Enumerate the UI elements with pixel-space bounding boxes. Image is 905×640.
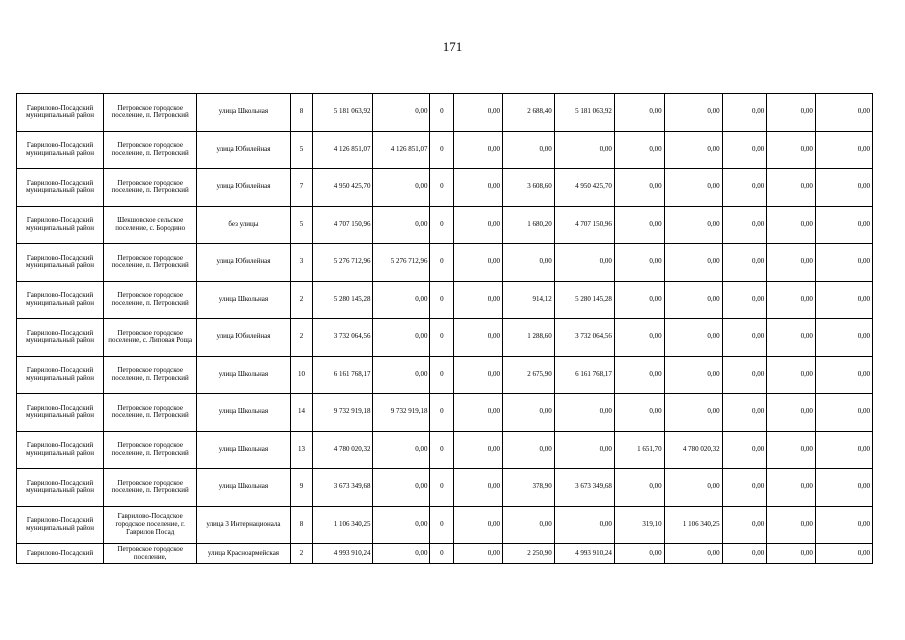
amount-cell: 0,00 xyxy=(722,169,767,207)
total-cost-cell: 9 732 919,18 xyxy=(313,394,373,432)
district-cell: Гаврилово-Посадский муниципальный район xyxy=(17,431,104,469)
total-cost-cell: 4 126 851,07 xyxy=(313,131,373,169)
area-cell: 2 688,40 xyxy=(502,94,554,132)
area-cell: 0,00 xyxy=(614,244,664,282)
area-cell: 0,00 xyxy=(502,244,554,282)
area-cell: 1 651,70 xyxy=(614,431,664,469)
amount-cell: 0,00 xyxy=(554,131,614,169)
total-cost-cell: 5 280 145,28 xyxy=(313,281,373,319)
settlement-cell: Шекшовское сельское поселение, с. Бородино xyxy=(104,206,197,244)
amount-cell: 0,00 xyxy=(767,206,816,244)
district-cell: Гаврилово-Посадский муниципальный район xyxy=(17,506,104,544)
amount-cell: 0,00 xyxy=(664,169,722,207)
count-cell: 0 xyxy=(430,94,454,132)
amount-cell: 0,00 xyxy=(373,319,430,357)
amount-cell: 0,00 xyxy=(454,506,503,544)
amount-cell: 4 993 910,24 xyxy=(554,544,614,564)
amount-cell: 0,00 xyxy=(767,131,816,169)
amount-cell: 0,00 xyxy=(454,206,503,244)
amount-cell: 0,00 xyxy=(373,544,430,564)
amount-cell: 0,00 xyxy=(815,281,872,319)
amount-cell: 0,00 xyxy=(373,356,430,394)
amount-cell: 5 280 145,28 xyxy=(554,281,614,319)
table-body xyxy=(17,94,873,564)
amount-cell: 0,00 xyxy=(664,469,722,507)
amount-cell: 4 126 851,07 xyxy=(373,131,430,169)
count-cell: 0 xyxy=(430,131,454,169)
amount-cell: 0,00 xyxy=(454,169,503,207)
street-cell: улица Юбилейная xyxy=(197,244,290,282)
amount-cell: 0,00 xyxy=(373,506,430,544)
area-cell: 914,12 xyxy=(502,281,554,319)
count-cell: 0 xyxy=(430,319,454,357)
amount-cell: 4 950 425,70 xyxy=(554,169,614,207)
table-row xyxy=(17,394,873,432)
area-cell: 0,00 xyxy=(614,394,664,432)
count-cell: 0 xyxy=(430,356,454,394)
table-row xyxy=(17,506,873,544)
amount-cell: 0,00 xyxy=(454,356,503,394)
total-cost-cell: 5 181 063,92 xyxy=(313,94,373,132)
capital-repair-table xyxy=(16,93,873,564)
district-cell: Гаврилово-Посадский муниципальный район xyxy=(17,281,104,319)
amount-cell: 9 732 919,18 xyxy=(373,394,430,432)
amount-cell: 0,00 xyxy=(722,319,767,357)
count-cell: 0 xyxy=(430,244,454,282)
amount-cell: 3 732 064,56 xyxy=(554,319,614,357)
street-cell: улица Красноармейская xyxy=(197,544,290,564)
district-cell: Гаврилово-Посадский муниципальный район xyxy=(17,169,104,207)
district-cell: Гаврилово-Посадский xyxy=(17,544,104,564)
house-number-cell: 7 xyxy=(290,169,313,207)
table-row xyxy=(17,469,873,507)
area-cell: 0,00 xyxy=(502,394,554,432)
amount-cell: 0,00 xyxy=(664,281,722,319)
street-cell: улица Школьная xyxy=(197,431,290,469)
house-number-cell: 2 xyxy=(290,544,313,564)
settlement-cell: Петровское городское поселение, п. Петровский xyxy=(104,169,197,207)
table-row xyxy=(17,169,873,207)
amount-cell: 0,00 xyxy=(767,169,816,207)
amount-cell: 0,00 xyxy=(664,131,722,169)
table-row xyxy=(17,356,873,394)
area-cell: 1 288,60 xyxy=(502,319,554,357)
street-cell: улица Школьная xyxy=(197,394,290,432)
amount-cell: 0,00 xyxy=(815,431,872,469)
area-cell: 0,00 xyxy=(502,131,554,169)
total-cost-cell: 5 276 712,96 xyxy=(313,244,373,282)
count-cell: 0 xyxy=(430,469,454,507)
house-number-cell: 2 xyxy=(290,319,313,357)
amount-cell: 0,00 xyxy=(722,281,767,319)
amount-cell: 0,00 xyxy=(722,506,767,544)
count-cell: 0 xyxy=(430,544,454,564)
area-cell: 319,10 xyxy=(614,506,664,544)
settlement-cell: Петровское городское поселение, п. Петровский xyxy=(104,356,197,394)
amount-cell: 0,00 xyxy=(554,431,614,469)
amount-cell: 0,00 xyxy=(454,94,503,132)
street-cell: улица Юбилейная xyxy=(197,319,290,357)
amount-cell: 0,00 xyxy=(373,431,430,469)
amount-cell: 1 106 340,25 xyxy=(664,506,722,544)
amount-cell: 0,00 xyxy=(722,131,767,169)
table-row xyxy=(17,319,873,357)
count-cell: 0 xyxy=(430,169,454,207)
area-cell: 0,00 xyxy=(614,319,664,357)
amount-cell: 0,00 xyxy=(373,169,430,207)
street-cell: улица Школьная xyxy=(197,469,290,507)
area-cell: 0,00 xyxy=(614,169,664,207)
district-cell: Гаврилово-Посадский муниципальный район xyxy=(17,469,104,507)
amount-cell: 0,00 xyxy=(815,244,872,282)
amount-cell: 4 707 150,96 xyxy=(554,206,614,244)
amount-cell: 0,00 xyxy=(815,206,872,244)
amount-cell: 0,00 xyxy=(767,94,816,132)
street-cell: улица Школьная xyxy=(197,281,290,319)
area-cell: 378,90 xyxy=(502,469,554,507)
house-number-cell: 9 xyxy=(290,469,313,507)
table-row xyxy=(17,94,873,132)
district-cell: Гаврилово-Посадский муниципальный район xyxy=(17,94,104,132)
amount-cell: 0,00 xyxy=(722,94,767,132)
amount-cell: 0,00 xyxy=(722,431,767,469)
house-number-cell: 8 xyxy=(290,94,313,132)
area-cell: 0,00 xyxy=(614,469,664,507)
house-number-cell: 5 xyxy=(290,131,313,169)
area-cell: 2 250,90 xyxy=(502,544,554,564)
total-cost-cell: 1 106 340,25 xyxy=(313,506,373,544)
area-cell: 0,00 xyxy=(614,281,664,319)
area-cell: 3 608,60 xyxy=(502,169,554,207)
amount-cell: 0,00 xyxy=(664,94,722,132)
house-number-cell: 5 xyxy=(290,206,313,244)
settlement-cell: Петровское городское поселение, с. Липовая Роща xyxy=(104,319,197,357)
area-cell: 0,00 xyxy=(502,506,554,544)
amount-cell: 0,00 xyxy=(815,356,872,394)
amount-cell: 0,00 xyxy=(767,506,816,544)
amount-cell: 0,00 xyxy=(454,131,503,169)
amount-cell: 0,00 xyxy=(664,244,722,282)
amount-cell: 0,00 xyxy=(815,506,872,544)
total-cost-cell: 4 950 425,70 xyxy=(313,169,373,207)
amount-cell: 0,00 xyxy=(815,169,872,207)
settlement-cell: Петровское городское поселение, п. Петровский xyxy=(104,431,197,469)
amount-cell: 0,00 xyxy=(664,394,722,432)
amount-cell: 0,00 xyxy=(815,319,872,357)
amount-cell: 0,00 xyxy=(815,469,872,507)
amount-cell: 0,00 xyxy=(373,206,430,244)
amount-cell: 0,00 xyxy=(554,506,614,544)
amount-cell: 0,00 xyxy=(767,469,816,507)
count-cell: 0 xyxy=(430,506,454,544)
count-cell: 0 xyxy=(430,394,454,432)
house-number-cell: 10 xyxy=(290,356,313,394)
amount-cell: 0,00 xyxy=(554,394,614,432)
page-number: 171 xyxy=(442,39,463,54)
amount-cell: 0,00 xyxy=(767,244,816,282)
table-row xyxy=(17,244,873,282)
count-cell: 0 xyxy=(430,281,454,319)
settlement-cell: Петровское городское поселение, п. Петровский xyxy=(104,281,197,319)
district-cell: Гаврилово-Посадский муниципальный район xyxy=(17,394,104,432)
amount-cell: 0,00 xyxy=(664,544,722,564)
amount-cell: 0,00 xyxy=(664,206,722,244)
total-cost-cell: 3 732 064,56 xyxy=(313,319,373,357)
amount-cell: 0,00 xyxy=(722,544,767,564)
amount-cell: 0,00 xyxy=(454,431,503,469)
area-cell: 0,00 xyxy=(614,131,664,169)
district-cell: Гаврилово-Посадский муниципальный район xyxy=(17,206,104,244)
street-cell: улица Юбилейная xyxy=(197,169,290,207)
area-cell: 0,00 xyxy=(614,356,664,394)
district-cell: Гаврилово-Посадский муниципальный район xyxy=(17,356,104,394)
settlement-cell: Петровское городское поселение, п. Петровский xyxy=(104,131,197,169)
area-cell: 0,00 xyxy=(614,94,664,132)
count-cell: 0 xyxy=(430,206,454,244)
amount-cell: 0,00 xyxy=(722,469,767,507)
amount-cell: 6 161 768,17 xyxy=(554,356,614,394)
amount-cell: 0,00 xyxy=(454,244,503,282)
count-cell: 0 xyxy=(430,431,454,469)
total-cost-cell: 6 161 768,17 xyxy=(313,356,373,394)
house-number-cell: 3 xyxy=(290,244,313,282)
amount-cell: 0,00 xyxy=(554,244,614,282)
amount-cell: 0,00 xyxy=(722,244,767,282)
settlement-cell: Гаврилово-Посадское городское поселение, г. Гаврилов Посад xyxy=(104,506,197,544)
amount-cell: 4 780 020,32 xyxy=(664,431,722,469)
area-cell: 2 675,90 xyxy=(502,356,554,394)
amount-cell: 0,00 xyxy=(722,206,767,244)
amount-cell: 0,00 xyxy=(664,356,722,394)
amount-cell: 0,00 xyxy=(767,431,816,469)
street-cell: без улицы xyxy=(197,206,290,244)
amount-cell: 0,00 xyxy=(454,544,503,564)
amount-cell: 0,00 xyxy=(815,131,872,169)
amount-cell: 0,00 xyxy=(767,319,816,357)
area-cell: 0,00 xyxy=(614,544,664,564)
amount-cell: 0,00 xyxy=(454,281,503,319)
settlement-cell: Петровское городское поселение, п. Петровский xyxy=(104,469,197,507)
amount-cell: 0,00 xyxy=(767,394,816,432)
street-cell: улица Юбилейная xyxy=(197,131,290,169)
amount-cell: 0,00 xyxy=(664,319,722,357)
district-cell: Гаврилово-Посадский муниципальный район xyxy=(17,131,104,169)
amount-cell: 5 276 712,96 xyxy=(373,244,430,282)
settlement-cell: Петровское городское поселение, п. Петровский xyxy=(104,244,197,282)
amount-cell: 0,00 xyxy=(815,94,872,132)
amount-cell: 0,00 xyxy=(454,394,503,432)
amount-cell: 0,00 xyxy=(454,319,503,357)
table-row xyxy=(17,431,873,469)
table-row xyxy=(17,544,873,564)
house-number-cell: 13 xyxy=(290,431,313,469)
amount-cell: 0,00 xyxy=(767,281,816,319)
amount-cell: 5 181 063,92 xyxy=(554,94,614,132)
district-cell: Гаврилово-Посадский муниципальный район xyxy=(17,319,104,357)
amount-cell: 0,00 xyxy=(767,356,816,394)
total-cost-cell: 4 993 910,24 xyxy=(313,544,373,564)
area-cell: 1 680,20 xyxy=(502,206,554,244)
settlement-cell: Петровское городское поселение, xyxy=(104,544,197,564)
amount-cell: 0,00 xyxy=(373,281,430,319)
area-cell: 0,00 xyxy=(614,206,664,244)
amount-cell: 0,00 xyxy=(722,394,767,432)
amount-cell: 0,00 xyxy=(722,356,767,394)
street-cell: улица Школьная xyxy=(197,356,290,394)
amount-cell: 0,00 xyxy=(815,544,872,564)
amount-cell: 0,00 xyxy=(373,469,430,507)
street-cell: улица Школьная xyxy=(197,94,290,132)
settlement-cell: Петровское городское поселение, п. Петровский xyxy=(104,394,197,432)
house-number-cell: 2 xyxy=(290,281,313,319)
total-cost-cell: 4 780 020,32 xyxy=(313,431,373,469)
house-number-cell: 8 xyxy=(290,506,313,544)
amount-cell: 0,00 xyxy=(373,94,430,132)
table-row xyxy=(17,206,873,244)
table-row xyxy=(17,131,873,169)
amount-cell: 0,00 xyxy=(454,469,503,507)
area-cell: 0,00 xyxy=(502,431,554,469)
house-number-cell: 14 xyxy=(290,394,313,432)
amount-cell: 0,00 xyxy=(815,394,872,432)
amount-cell: 3 673 349,68 xyxy=(554,469,614,507)
street-cell: улица 3 Интернационала xyxy=(197,506,290,544)
district-cell: Гаврилово-Посадский муниципальный район xyxy=(17,244,104,282)
settlement-cell: Петровское городское поселение, п. Петровский xyxy=(104,94,197,132)
amount-cell: 0,00 xyxy=(767,544,816,564)
table-row xyxy=(17,281,873,319)
total-cost-cell: 4 707 150,96 xyxy=(313,206,373,244)
total-cost-cell: 3 673 349,68 xyxy=(313,469,373,507)
